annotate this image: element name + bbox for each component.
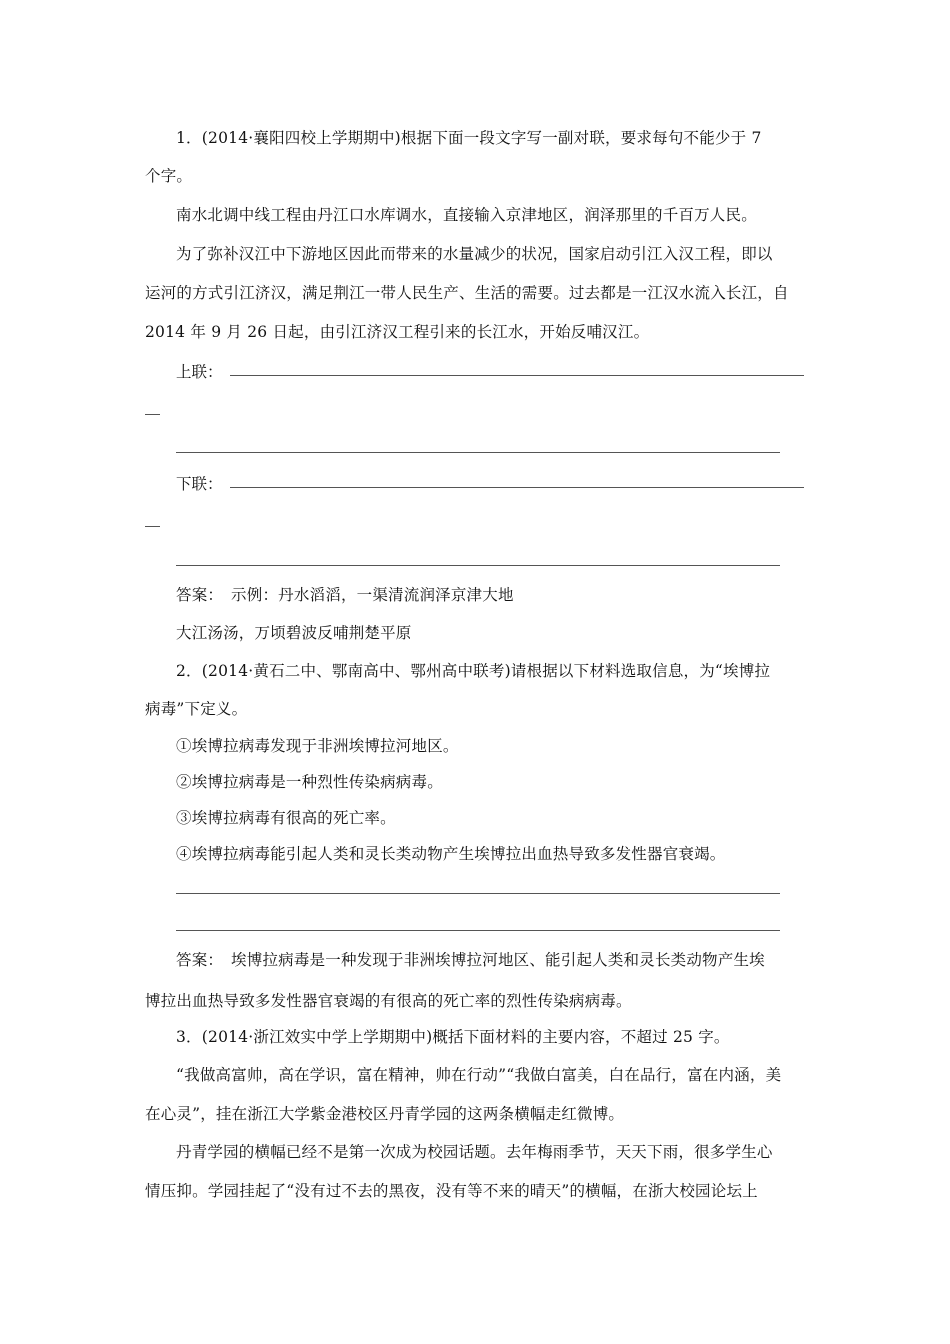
lower-couplet-answer-line[interactable] — [230, 487, 804, 488]
q1-answer-line1: 答案： 示例：丹水滔滔，一渠清流润泽京津大地 — [176, 586, 514, 604]
q2-prompt-line1: 2．(2014·黄石二中、鄂南高中、鄂州高中联考)请根据以下材料选取信息，为“埃博拉 — [176, 662, 771, 680]
q1-prompt-line1: 1．(2014·襄阳四校上学期期中)根据下面一段文字写一副对联，要求每句不能少于 7 — [176, 129, 762, 147]
upper-couplet-answer-line[interactable] — [230, 375, 804, 376]
q2-answer-line-2[interactable] — [176, 930, 780, 931]
q2-item-1: ①埃博拉病毒发现于非洲埃博拉河地区。 — [176, 737, 459, 755]
q1-paragraph-2-line1: 为了弥补汉江中下游地区因此而带来的水量减少的状况，国家启动引江入汉工程，即以 — [176, 245, 773, 263]
lower-couplet-answer-line-2[interactable] — [176, 565, 780, 566]
q1-paragraph-2-line2: 运河的方式引江济汉，满足荆江一带人民生产、生活的需要。过去都是一江汉水流入长江，自 — [145, 284, 789, 302]
upper-couplet-answer-line-2[interactable] — [176, 452, 780, 453]
q3-prompt: 3．(2014·浙江效实中学上学期期中)概括下面材料的主要内容，不超过 25 字。 — [176, 1028, 730, 1046]
upper-couplet-answer-line-cont — [145, 414, 160, 415]
q3-paragraph-1-line1: “我做高富帅，高在学识，富在精神，帅在行动”“我做白富美，白在品行，富在内涵，美 — [176, 1066, 782, 1084]
q2-answer-line-1[interactable] — [176, 893, 780, 894]
q2-answer-line1: 答案： 埃博拉病毒是一种发现于非洲埃博拉河地区、能引起人类和灵长类动物产生埃 — [176, 951, 765, 969]
q1-paragraph-2-line3: 2014 年 9 月 26 日起，由引江济汉工程引来的长江水，开始反哺汉江。 — [145, 323, 650, 341]
q3-paragraph-1-line2: 在心灵”，挂在浙江大学紫金港校区丹青学园的这两条横幅走红微博。 — [145, 1105, 625, 1123]
q1-prompt-line2: 个字。 — [145, 167, 193, 185]
lower-couplet-answer-line-cont — [145, 526, 160, 527]
q1-paragraph-1: 南水北调中线工程由丹江口水库调水，直接输入京津地区，润泽那里的千百万人民。 — [176, 206, 757, 224]
q2-item-3: ③埃博拉病毒有很高的死亡率。 — [176, 809, 396, 827]
q3-paragraph-2-line2: 情压抑。学园挂起了“没有过不去的黑夜，没有等不来的晴天”的横幅，在浙大校园论坛上 — [145, 1182, 758, 1200]
upper-couplet-label: 上联： — [176, 363, 223, 381]
q2-answer-line2: 博拉出血热导致多发性器官衰竭的有很高的死亡率的烈性传染病病毒。 — [145, 992, 632, 1010]
lower-couplet-label: 下联： — [176, 475, 223, 493]
q2-item-2: ②埃博拉病毒是一种烈性传染病病毒。 — [176, 773, 443, 791]
q3-paragraph-2-line1: 丹青学园的横幅已经不是第一次成为校园话题。去年梅雨季节，天天下雨，很多学生心 — [176, 1143, 773, 1161]
q2-item-4: ④埃博拉病毒能引起人类和灵长类动物产生埃博拉出血热导致多发性器官衰竭。 — [176, 845, 726, 863]
q2-prompt-line2: 病毒”下定义。 — [145, 700, 248, 718]
q1-answer-line2: 大江汤汤，万顷碧波反哺荆楚平原 — [176, 624, 412, 642]
